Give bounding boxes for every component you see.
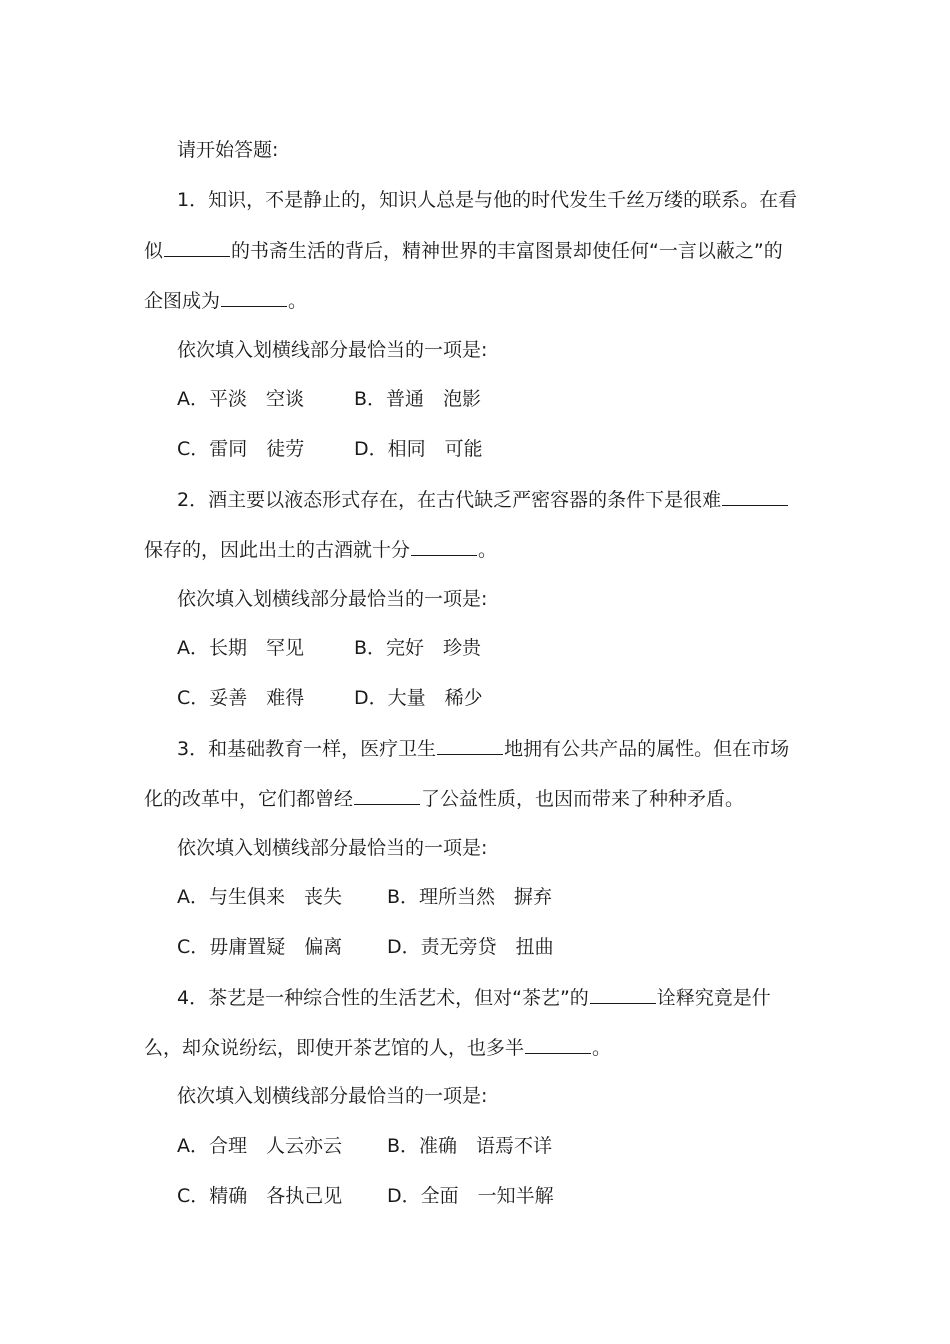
option-d[interactable]: D．相同 可能 (354, 438, 483, 460)
option-a[interactable]: A．长期 罕见 (177, 637, 304, 659)
question-number: 4． (177, 987, 209, 1009)
option-b[interactable]: B．完好 珍贵 (354, 637, 482, 659)
question-3-options-ab (177, 884, 847, 910)
question-2-line-1: 2．酒主要以液态形式存在，在古代缺乏严密容器的条件下是很难 (177, 486, 847, 513)
question-3-options-cd (177, 934, 847, 960)
question-2-instruction: 依次填入划横线部分最恰当的一项是: (177, 588, 488, 610)
question-4-options-cd (177, 1183, 847, 1209)
answer-blank (221, 287, 287, 307)
option-d[interactable]: D．大量 稀少 (354, 687, 483, 709)
option-d[interactable]: D．全面 一知半解 (387, 1185, 554, 1207)
option-d[interactable]: D．责无旁贷 扭曲 (387, 936, 554, 958)
option-a[interactable]: A．与生俱来 丧失 (177, 886, 342, 908)
question-4-line-2: 么，却众说纷纭，即使开茶艺馆的人，也多半 。 (144, 1034, 814, 1061)
question-4-options-ab (177, 1133, 847, 1159)
question-2-options-cd (177, 685, 847, 711)
question-number: 3． (177, 738, 209, 760)
answer-blank (164, 237, 230, 257)
answer-blank (411, 536, 477, 556)
answer-blank (722, 486, 788, 506)
answer-blank (354, 785, 420, 805)
question-1-line-2: 似 的书斋生活的背后，精神世界的丰富图景却使任何“一言以蔽之”的 (144, 237, 814, 264)
question-number: 1． (177, 189, 209, 211)
option-b[interactable]: B．准确 语焉不详 (387, 1135, 553, 1157)
question-1-options-cd (177, 436, 847, 462)
answer-blank (590, 984, 656, 1004)
option-c[interactable]: C．毋庸置疑 偏离 (177, 936, 343, 958)
question-4-instruction: 依次填入划横线部分最恰当的一项是: (177, 1085, 488, 1107)
answer-blank (525, 1034, 591, 1054)
question-number: 2． (177, 489, 209, 511)
answer-blank (437, 735, 503, 755)
question-1-options-ab (177, 386, 847, 412)
question-4-line-1: 4．茶艺是一种综合性的生活艺术，但对“茶艺”的 诠释究竟是什 (177, 984, 847, 1011)
question-2-line-2: 保存的，因此出土的古酒就十分 。 (144, 536, 814, 563)
option-c[interactable]: C．精确 各执己见 (177, 1185, 343, 1207)
option-b[interactable]: B．普通 泡影 (354, 388, 482, 410)
option-a[interactable]: A．合理 人云亦云 (177, 1135, 342, 1157)
question-3-instruction: 依次填入划横线部分最恰当的一项是: (177, 837, 488, 859)
question-1-line-1: 1．知识，不是静止的，知识人总是与他的时代发生千丝万缕的联系。在看 (177, 189, 798, 211)
question-1-instruction: 依次填入划横线部分最恰当的一项是: (177, 339, 488, 361)
option-a[interactable]: A．平淡 空谈 (177, 388, 304, 410)
option-c[interactable]: C．雷同 徒劳 (177, 438, 305, 460)
question-1-line-3: 企图成为 。 (144, 287, 814, 314)
option-b[interactable]: B．理所当然 摒弃 (387, 886, 553, 908)
intro-text: 请开始答题: (177, 139, 279, 161)
question-3-line-2: 化的改革中，它们都曾经 了公益性质，也因而带来了种种矛盾。 (144, 785, 814, 812)
question-2-options-ab (177, 635, 847, 661)
option-c[interactable]: C．妥善 难得 (177, 687, 305, 709)
question-3-line-1: 3．和基础教育一样，医疗卫生 地拥有公共产品的属性。但在市场 (177, 735, 847, 762)
